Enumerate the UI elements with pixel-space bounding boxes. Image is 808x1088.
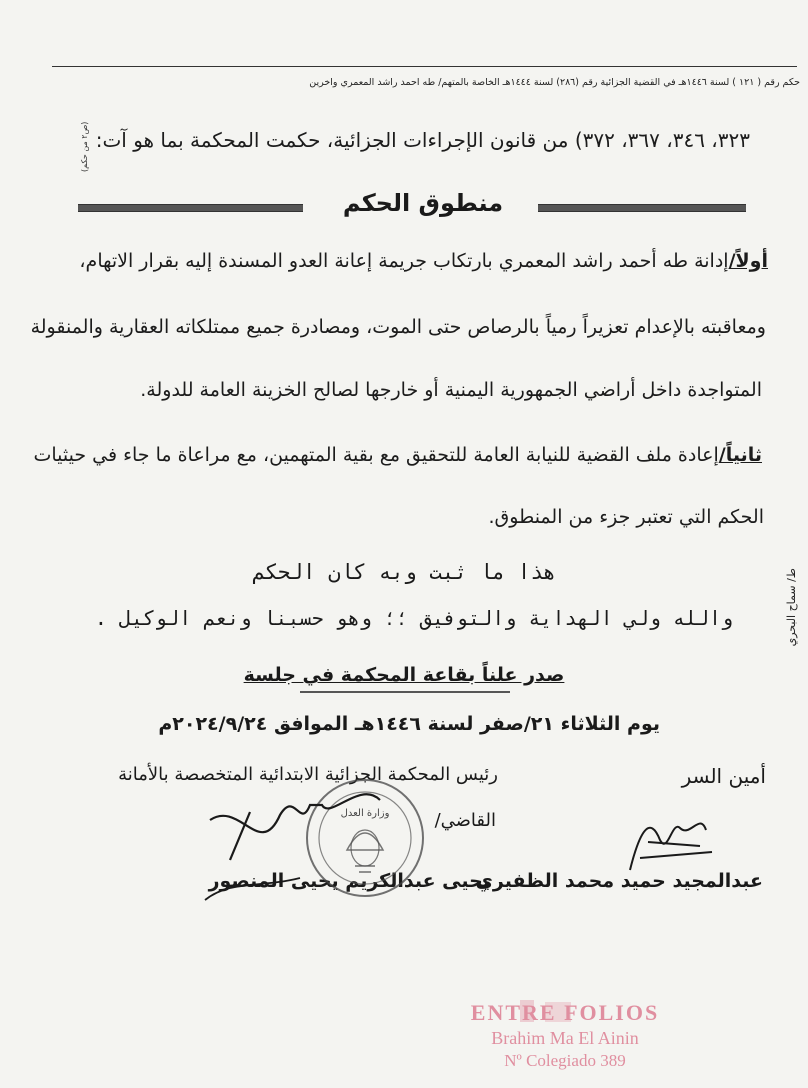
seal-text: وزارة العدل [340,808,390,819]
first-clause-line-2: ومعاقبته بالإعدام تعزيراً رمياً بالرصاص حتى الموت، ومصادرة جميع ممتلكاته العقارية والمنقولة [30,316,766,338]
issued-text: صدر علناً بقاعة المحكمة في جلسة [243,664,565,686]
first-clause-line-3: المتواجدة داخل أراضي الجمهورية اليمنية أو خارجها لصالح الخزينة العامة للدولة. [140,379,762,401]
stamp-line-2: Brahim Ma El Ainin [491,1028,639,1048]
closing-line-1: هذا ما ثبت وبه كان الحكم [252,560,556,584]
case-reference: حكم رقم ( ١٢١ ) لسنة ١٤٤٦هـ في القضية الجزائية رقم (٢٨٦) لسنة ١٤٤٤هـ الخاصة بالمتهم/ طه احمد راشد المعمري واخرين [309,77,800,88]
clerk-signature [630,823,712,870]
margin-note: (ص٢ من حكم) [80,122,89,173]
second-clause-text: إعادة ملف القضية للنيابة العامة للتحقيق مع بقية المتهمين، مع مراعاة ما جاء في حيثيات [33,444,719,466]
first-clause-text: إدانة طه أحمد راشد المعمري بارتكاب جريمة إعانة العدو المسندة إليه بقرار الاتهام، [79,250,729,272]
side-annotation: ط/ سماح البحري [785,568,798,647]
notary-stamp [470,1000,660,1071]
second-clause-line-2: الحكم التي تعتبر جزء من المنطوق. [488,506,764,528]
judge-name: يحيى عبدالكريم يحيى المنصور [208,870,490,892]
judge-signature-underline [205,878,300,900]
president-title: رئيس المحكمة الجزائية الابتدائية المتخصصة بالأمانة [118,764,498,785]
second-clause-label: ثانياً/ [718,444,762,466]
law-articles-line: ٣٢٣، ٣٤٦، ٣٦٧، ٣٧٢) من قانون الإجراءات الجزائية، حكمت المحكمة بما هو آت: [95,128,750,152]
session-date: يوم الثلاثاء ٢١/صفر لسنة ١٤٤٦هـ الموافق ٢٠٢٤/٩/٢٤م [158,713,660,735]
stamp-line-1: ENTRE FOLIOS [470,1000,660,1025]
court-seal [307,780,423,896]
first-clause-label: أولاً/ [728,250,768,272]
closing-line-2: والله ولي الهداية والتوفيق ؛؛ وهو حسبنا ونعم الوكيل . [94,606,734,630]
judge-label: القاضي/ [434,810,496,831]
verdict-heading-text: منطوق الحكم [342,189,504,217]
clerk-title: أمين السر [681,764,766,788]
stamp-line-3: Nº Colegiado 389 [504,1051,626,1070]
clerk-name: عبدالمجيد حميد محمد الظفيري [475,870,763,892]
